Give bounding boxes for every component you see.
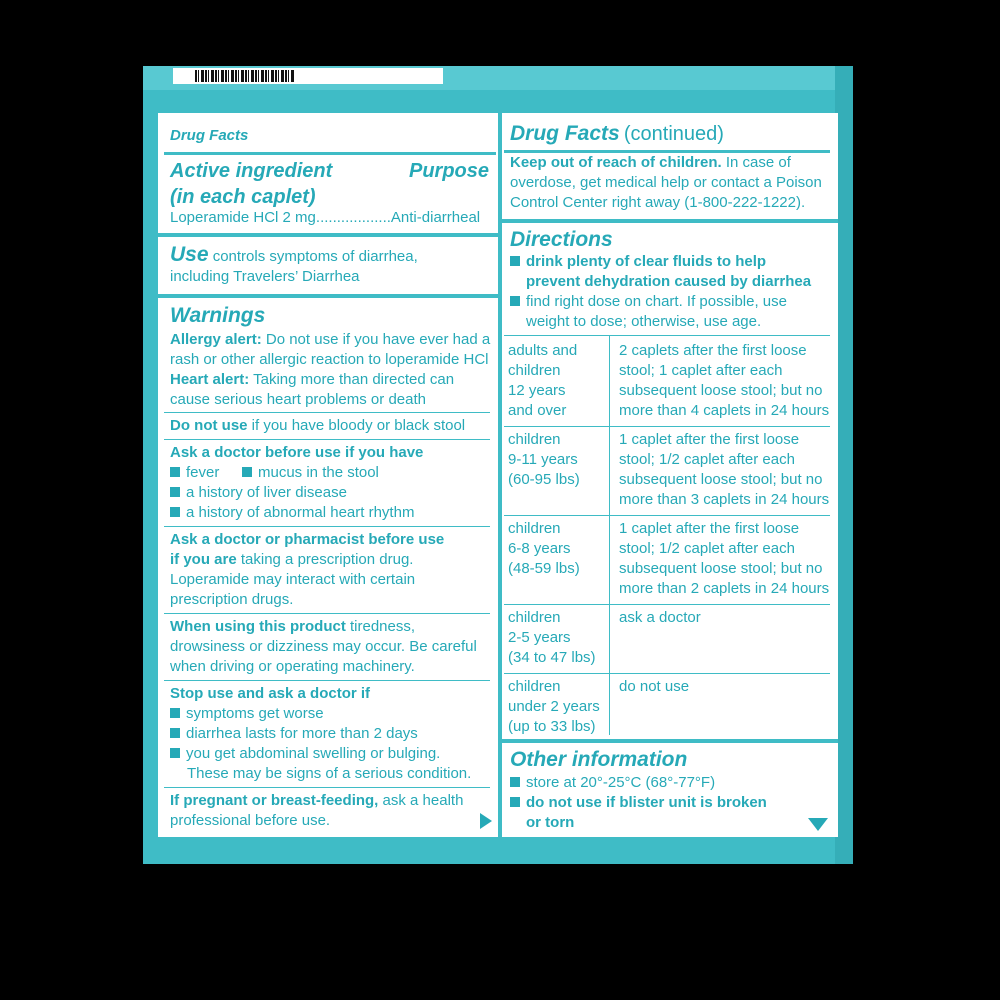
stop-use-item xyxy=(170,724,418,744)
stop-use-continuation: These may be signs of a serious condition. xyxy=(187,765,472,782)
ask-doctor-item-text: mucus in the stool xyxy=(258,464,379,481)
direction-item-2 xyxy=(510,292,787,312)
dose-age-text: and over xyxy=(508,402,567,419)
ask-pharmacist-line xyxy=(170,550,413,570)
divider xyxy=(164,680,490,681)
dose-amount-text: do not use xyxy=(619,678,690,695)
drug-facts-title-continued: Drug Facts xyxy=(510,122,620,145)
use-heading: Use xyxy=(170,243,209,266)
table-row-rule xyxy=(504,673,830,674)
bullet-icon xyxy=(170,748,180,758)
bullet-icon xyxy=(170,708,180,718)
divider xyxy=(164,526,490,527)
heart-alert xyxy=(170,370,454,390)
right-title xyxy=(510,121,724,149)
stop-use-item-text: diarrhea lasts for more than 2 days xyxy=(186,725,418,742)
direction-text: find right dose on chart. If possible, use xyxy=(526,293,787,310)
allergy-text-2: rash or other allergic reaction to loperamide HCl xyxy=(170,351,489,368)
dose-age-text: children xyxy=(508,362,561,379)
table-top-rule xyxy=(504,335,830,336)
bullet-icon xyxy=(170,487,180,497)
dose-amount-text: stool; 1 caplet after each xyxy=(619,362,783,379)
dose-amount-text: subsequent loose stool; but no xyxy=(619,471,823,488)
dose-amount-text: stool; 1/2 caplet after each xyxy=(619,451,795,468)
dose-age-text: 2-5 years xyxy=(508,629,571,646)
ask-pharmacist-text-2: Loperamide may interact with certain xyxy=(170,571,416,588)
dose-amount-text: more than 4 caplets in 24 hours xyxy=(619,402,830,419)
dose-amount-text: more than 3 caplets in 24 hours xyxy=(619,491,830,508)
other-information-heading: Other information xyxy=(510,748,688,771)
divider xyxy=(164,613,490,614)
ask-doctor-heading: Ask a doctor before use if you have xyxy=(170,444,424,461)
barcode-icon xyxy=(195,70,295,82)
keep-out-reach xyxy=(510,153,791,173)
ask-pharmacist-heading: Ask a doctor or pharmacist before use xyxy=(170,531,445,548)
dose-amount-text: subsequent loose stool; but no xyxy=(619,382,823,399)
continue-arrow-down-icon xyxy=(808,818,828,831)
direction-item-1 xyxy=(510,252,766,272)
dose-amount-text: 2 caplets after the first loose xyxy=(619,342,807,359)
bullet-icon xyxy=(510,256,520,266)
dose-age-text: (up to 33 lbs) xyxy=(508,718,596,735)
allergy-text-1: Do not use if you have ever had a xyxy=(265,331,491,348)
when-using xyxy=(170,617,415,637)
use-text-2: including Travelers’ Diarrhea xyxy=(170,268,360,285)
dose-amount-text: 1 caplet after the first loose xyxy=(619,520,800,537)
table-row-rule xyxy=(504,426,830,427)
pregnant-line xyxy=(170,791,463,811)
pregnant-label: If pregnant or breast-feeding, xyxy=(170,792,379,809)
when-using-text-1: tiredness, xyxy=(350,618,416,635)
keep-out-text-1: In case of xyxy=(725,154,791,171)
other-item-text: do not use if blister unit is broken xyxy=(526,794,767,811)
directions-heading: Directions xyxy=(510,228,613,251)
bullet-icon xyxy=(510,797,520,807)
drug-facts-panel xyxy=(158,113,838,837)
other-item-text: store at 20°-25°C (68°-77°F) xyxy=(526,774,716,791)
ingredient-purpose: Anti-diarrheal xyxy=(390,209,481,226)
section-divider xyxy=(500,739,838,743)
section-divider xyxy=(500,219,838,223)
do-not-use xyxy=(170,416,465,436)
dose-age-text: children xyxy=(508,678,561,695)
ingredient-name: Loperamide HCl 2 mg xyxy=(170,209,316,226)
warnings-heading: Warnings xyxy=(170,304,266,327)
ask-doctor-item xyxy=(170,483,347,503)
active-ingredient-subheading: (in each caplet) xyxy=(170,186,316,208)
pregnant-text-1: ask a health xyxy=(382,792,464,809)
ask-doctor-item-text: a history of abnormal heart rhythm xyxy=(186,504,415,521)
heart-text-1: Taking more than directed can xyxy=(253,371,455,388)
table-column-rule xyxy=(609,335,610,735)
continued-label: (continued) xyxy=(623,123,724,145)
other-item-1 xyxy=(510,773,715,793)
heart-label: Heart alert: xyxy=(170,371,250,388)
continue-arrow-icon xyxy=(480,813,492,829)
table-row-rule xyxy=(504,604,830,605)
ask-pharmacist-bold: if you are xyxy=(170,551,237,568)
ask-doctor-item xyxy=(170,463,219,483)
when-using-text-3: when driving or operating machinery. xyxy=(170,658,415,675)
pregnant-text-2: professional before use. xyxy=(170,812,331,829)
ask-pharmacist-text-1: taking a prescription drug. xyxy=(240,551,414,568)
use-text-1: controls symptoms of diarrhea, xyxy=(212,248,418,265)
dose-amount-text: stool; 1/2 caplet after each xyxy=(619,540,795,557)
when-using-text-2: drowsiness or dizziness may occur. Be careful xyxy=(170,638,477,655)
allergy-alert xyxy=(170,330,490,350)
drug-facts-title: Drug Facts xyxy=(170,127,249,144)
ask-doctor-item-text: fever xyxy=(186,464,220,481)
table-row-rule xyxy=(504,515,830,516)
other-item-2-cont: or torn xyxy=(526,814,575,831)
direction-item-1-cont: prevent dehydration caused by diarrhea xyxy=(526,273,812,290)
other-item-2 xyxy=(510,793,767,813)
divider xyxy=(164,152,496,155)
ask-doctor-item-text: a history of liver disease xyxy=(186,484,347,501)
bullet-icon xyxy=(510,296,520,306)
bullet-icon xyxy=(510,777,520,787)
dose-age-text: adults and xyxy=(508,342,578,359)
section-divider xyxy=(158,294,500,298)
do-not-use-text: if you have bloody or black stool xyxy=(251,417,466,434)
dose-age-text: under 2 years xyxy=(508,698,600,715)
dose-age-text: (48-59 lbs) xyxy=(508,560,580,577)
section-divider xyxy=(158,233,500,237)
stop-use-heading: Stop use and ask a doctor if xyxy=(170,685,371,702)
direction-item-2-cont: weight to dose; otherwise, use age. xyxy=(526,313,762,330)
heart-text-2: cause serious heart problems or death xyxy=(170,391,426,408)
dose-age-text: (34 to 47 lbs) xyxy=(508,649,596,666)
direction-text: drink plenty of clear fluids to help xyxy=(526,253,767,270)
divider xyxy=(164,439,490,440)
dose-age-text: 9-11 years xyxy=(508,451,578,468)
bullet-icon xyxy=(170,728,180,738)
divider xyxy=(164,412,490,413)
ingredient-row xyxy=(170,208,480,228)
dose-age-text: children xyxy=(508,609,561,626)
dose-amount-text: subsequent loose stool; but no xyxy=(619,560,823,577)
dose-age-text: children xyxy=(508,431,561,448)
when-using-label: When using this product xyxy=(170,618,346,635)
allergy-label: Allergy alert: xyxy=(170,331,262,348)
dose-age-text: (60-95 lbs) xyxy=(508,471,580,488)
ask-doctor-item xyxy=(242,463,379,483)
dose-amount-text: 1 caplet after the first loose xyxy=(619,431,800,448)
purpose-heading: Purpose xyxy=(409,160,490,182)
dose-age-text: 12 years xyxy=(508,382,566,399)
stop-use-item-text: you get abdominal swelling or bulging. xyxy=(186,745,441,762)
keep-out-text-3: Control Center right away (1-800-222-1222). xyxy=(510,194,806,211)
keep-out-label: Keep out of reach of children. xyxy=(510,154,722,171)
dose-amount-text: more than 2 caplets in 24 hours xyxy=(619,580,830,597)
ask-doctor-item xyxy=(170,503,414,523)
barcode-label xyxy=(173,68,443,84)
active-ingredient-heading: Active ingredient xyxy=(170,160,333,182)
stop-use-item-text: symptoms get worse xyxy=(186,705,324,722)
ask-pharmacist-text-3: prescription drugs. xyxy=(170,591,294,608)
bullet-icon xyxy=(170,467,180,477)
dose-amount-text: ask a doctor xyxy=(619,609,701,626)
do-not-use-label: Do not use xyxy=(170,417,248,434)
leader-dots: .................. xyxy=(315,209,391,226)
stop-use-item xyxy=(170,704,324,724)
dose-age-text: children xyxy=(508,520,561,537)
use-section xyxy=(170,243,418,269)
dose-age-text: 6-8 years xyxy=(508,540,571,557)
keep-out-text-2: overdose, get medical help or contact a Poison xyxy=(510,174,822,191)
bullet-icon xyxy=(170,507,180,517)
stop-use-item xyxy=(170,744,440,764)
divider xyxy=(164,787,490,788)
bullet-icon xyxy=(242,467,252,477)
